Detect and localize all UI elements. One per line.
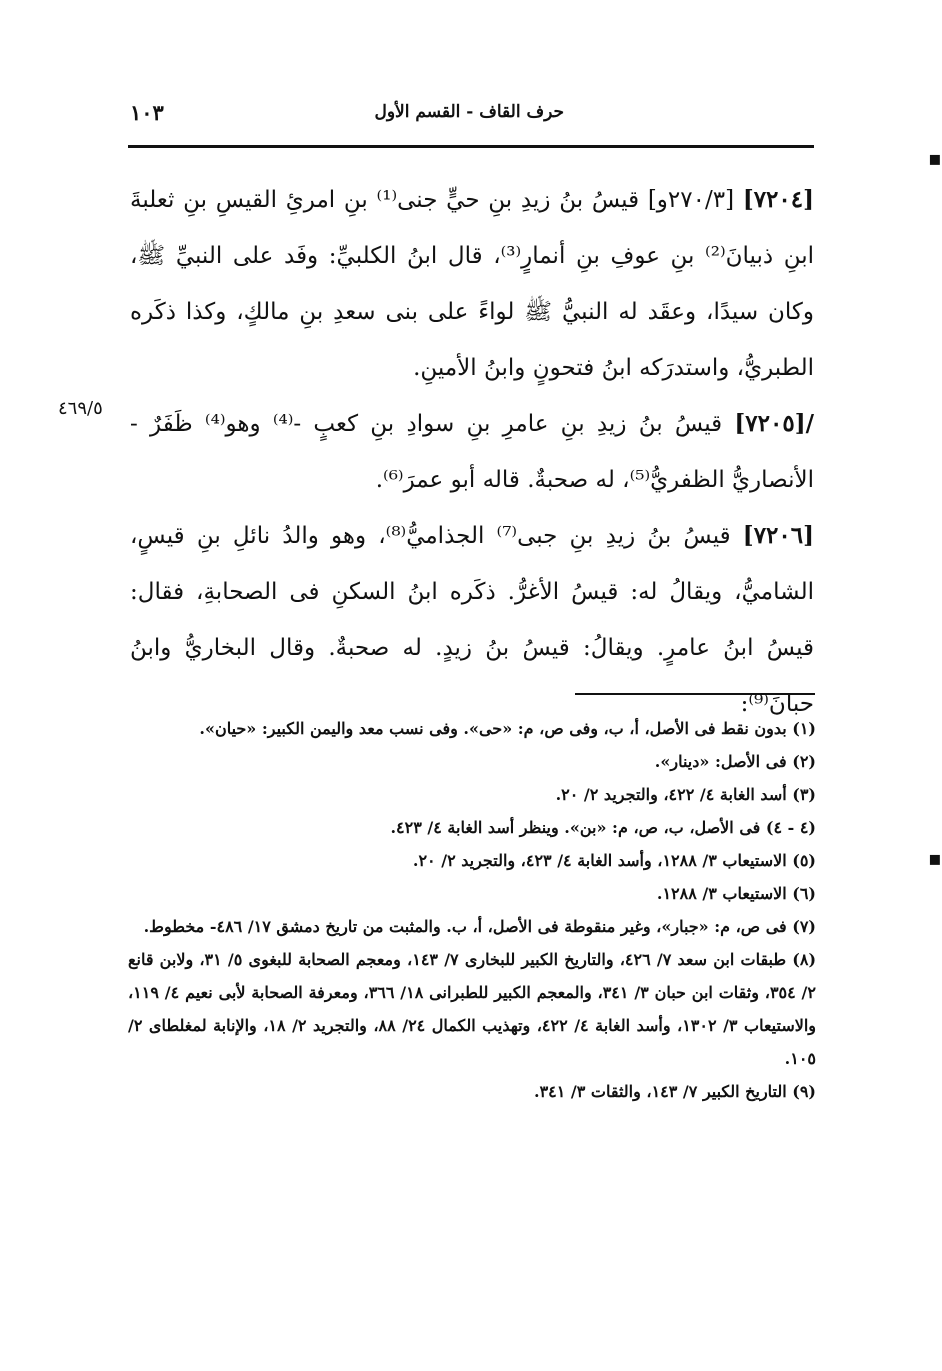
footnote: (٤ - ٤) فى الأصل، ب، ص، م: «بن». وينظر أسد الغابة ٤/ ٤٢٣. bbox=[390, 818, 816, 837]
footnote: (٦) الاستيعاب ٣/ ١٢٨٨. bbox=[656, 884, 816, 903]
main-text bbox=[130, 172, 814, 732]
footnote: (٥) الاستيعاب ٣/ ١٢٨٨، وأسد الغابة ٤/ ٤٢٣، والتجريد ٢/ ٢٠. bbox=[412, 851, 816, 870]
entry-number: [٧٢٠٦] bbox=[742, 522, 814, 549]
footnote: (٩) التاريخ الكبير ٧/ ١٤٣، والثقات ٣/ ٣٤١. bbox=[533, 1082, 816, 1101]
margin-reference: ٤٦٩/٥ bbox=[58, 398, 103, 419]
footnote: (٨) طبقات ابن سعد ٧/ ٤٢٦، والتاريخ الكبير للبخارى ٧/ ١٤٣، ومعجم الصحابة للبغوى ٥/ ٣١، ولابن قانع ٢/ ٣٥٤، وثقات ابن حبان ٣/ ٣٤١، والمعجم الكبير للطبرانى ١٨/ ٣٦٦، ومعرفة الصحابة لأبى نعيم ٤/ ١١٩، والاستيعاب ٣/ ١٣٠٢، وأسد الغابة ٤/ ٤٢٢، وتهذيب الكمال ٢٤/ ٨٨، والتجريد ٢/ ١٨، والإنابة لمغلطاى ٢/ ١٠٥. bbox=[128, 950, 817, 1068]
footnote: (٧) فى ص، م: «جبار»، وغير منقوطة فى الأصل، أ، ب. والمثبت من تاريخ دمشق ١٧/ ٤٨٦- مخطوط. bbox=[143, 917, 816, 936]
running-title: حرف القاف - القسم الأول bbox=[374, 102, 564, 122]
footnotes bbox=[128, 712, 816, 1108]
footnote: (٣) أسد الغابة ٤/ ٤٢٢، والتجريد ٢/ ٢٠. bbox=[555, 785, 816, 804]
header-rule bbox=[128, 145, 814, 148]
entry-7205 bbox=[130, 396, 814, 508]
footnote-rule bbox=[575, 693, 815, 695]
footnote: (٢) فى الأصل: «دينار». bbox=[654, 752, 816, 771]
running-header bbox=[130, 96, 814, 136]
entry-7204 bbox=[130, 172, 814, 396]
page-number: ١٠٣ bbox=[130, 100, 164, 125]
footnote: (١) بدون نقط فى الأصل، أ، ب، وفى ص، م: «حى». وفى نسب معد واليمن الكبير: «حيان». bbox=[199, 719, 816, 738]
entry-text: [٢٧٠/٣و] قيسُ بنُ زيدِ بنِ حيٍّ جنى⁽¹⁾ بنِ امرئِ القيسِ بنِ ثعلبةَ ابنِ ذبيانَ⁽²⁾ بنِ عوفِ بنِ أنمارٍ⁽³⁾، قال ابنُ الكلبيِّ: وفَد على النبيِّ ﷺ، وكان سيدًا، وعقَد له النبيُّ ﷺ لواءً على بنى سعدِ بنِ مالكٍ، وكذا ذكَره الطبريُّ، واستدرَكه ابنُ فتحونٍ وابنُ الأمينِ. bbox=[130, 187, 814, 381]
entry-text: قيسُ بنُ زيدِ بنِ جبى⁽⁷⁾ الجذاميُّ⁽⁸⁾، وهو والدُ نائلِ بنِ قيسٍ، الشاميُّ، ويقالُ له: قيسُ الأغرُّ. ذكَره ابنُ السكنِ فى الصحابةِ، فقال: قيسُ ابنُ عامرٍ. ويقالُ: قيسُ بنُ زيدٍ. له صحبةٌ. وقال البخاريُّ وابنُ حبانَ⁽⁹⁾: bbox=[130, 523, 814, 717]
entry-7206 bbox=[130, 508, 814, 732]
scan-edge-mark: ▪ bbox=[928, 846, 942, 870]
scan-edge-mark: ▪ bbox=[928, 146, 942, 170]
entry-number: /[٧٢٠٥] bbox=[734, 410, 814, 437]
entry-text: قيسُ بنُ زيدِ بنِ عامرِ بنِ سوادِ بنِ كعبٍ -⁽⁴⁾ وهو⁽⁴⁾ ظَفَرٌ - الأنصاريُّ الظفريُّ⁽⁵⁾، له صحبةٌ. قاله أبو عمرَ⁽⁶⁾. bbox=[130, 411, 814, 493]
entry-number: [٧٢٠٤] bbox=[742, 186, 815, 213]
